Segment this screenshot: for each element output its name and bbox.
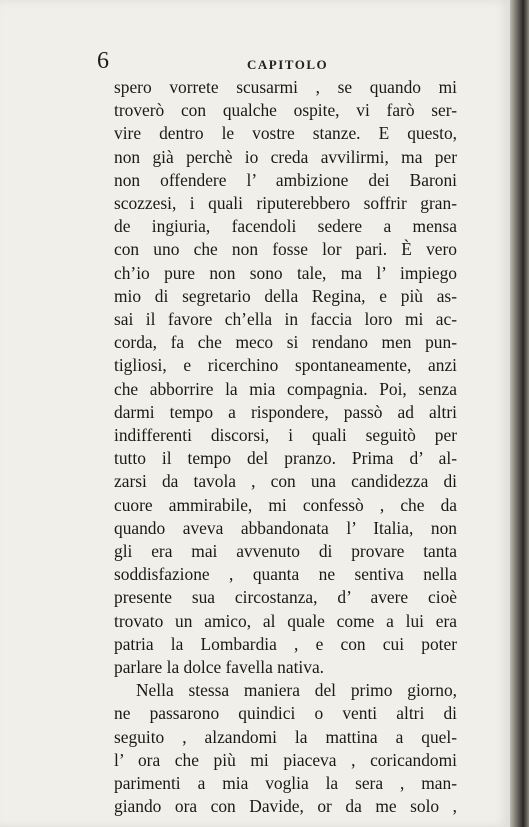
text-line: gli era mai avvenuto di provare tanta bbox=[114, 541, 457, 562]
text-line: corda, fa che meco si rendano men pun- bbox=[114, 332, 457, 353]
page-header bbox=[97, 48, 457, 78]
text-line: ch’io pure non sono tale, ma l’ impiego bbox=[114, 262, 457, 283]
text-line: trovato un amico, al quale come a lui era bbox=[114, 610, 457, 631]
text-line: tigliosi, e ricerchino spontaneamente, anzi bbox=[114, 355, 457, 376]
text-line: parlare la dolce favella nativa. bbox=[114, 657, 325, 678]
text-line: scozzesi, i quali riputerebbero soffrir gran- bbox=[114, 193, 457, 214]
text-line: giando ora con Davide, or da me solo , bbox=[114, 796, 457, 817]
text-line: non offendere l’ ambizione dei Baroni bbox=[114, 169, 457, 190]
text-line: parimenti a mia voglia la sera , man- bbox=[114, 773, 457, 794]
text-line: cuore ammirabile, mi confessò , che da bbox=[114, 494, 457, 515]
text-line: l’ ora che più mi piaceva , coricandomi bbox=[114, 749, 457, 770]
text-line: Nella stessa maniera del primo giorno, bbox=[136, 680, 457, 701]
text-line: patria la Lombardia , e con cui poter bbox=[114, 633, 457, 654]
text-line: con uno che non fosse lor pari. È vero bbox=[114, 239, 457, 260]
page-number: 6 bbox=[97, 48, 109, 74]
text-line: seguito , alzandomi la mattina a quel- bbox=[114, 726, 457, 747]
text-line: troverò con qualche ospite, vi farò ser- bbox=[114, 100, 457, 121]
text-line: non già perchè io creda avvilirmi, ma per bbox=[114, 146, 457, 167]
text-line: de ingiuria, facendoli sedere a mensa bbox=[114, 216, 457, 237]
paragraph bbox=[114, 679, 457, 818]
text-line: mio di segretario della Regina, e più as- bbox=[114, 285, 457, 306]
text-line: ne passarono quindici o venti altri di bbox=[114, 703, 457, 724]
text-line: tutto il tempo del pranzo. Prima d’ al- bbox=[114, 448, 457, 469]
text-line: presente sua circostanza, d’ avere cioè bbox=[114, 587, 457, 608]
text-line: indifferenti discorsi, i quali seguitò per bbox=[114, 425, 457, 446]
book-gutter bbox=[510, 0, 529, 827]
body-text bbox=[114, 76, 457, 819]
text-line: darmi tempo a rispondere, passò ad altri bbox=[114, 401, 457, 422]
paragraph bbox=[114, 76, 457, 679]
running-head: CAPITOLO bbox=[247, 57, 329, 72]
text-line: che abborrire la mia compagnia. Poi, senza bbox=[114, 378, 457, 399]
text-line: zarsi da tavola , con una candidezza di bbox=[114, 471, 457, 492]
text-line: quando aveva abbandonata l’ Italia, non bbox=[114, 517, 457, 538]
text-line: soddisfazione , quanta ne sentiva nella bbox=[114, 564, 457, 585]
text-line: spero vorrete scusarmi , se quando mi bbox=[114, 77, 457, 97]
text-line: vire dentro le vostre stanze. E questo, bbox=[114, 123, 457, 144]
text-line: sai il favore ch’ella in faccia loro mi ac- bbox=[114, 309, 457, 330]
